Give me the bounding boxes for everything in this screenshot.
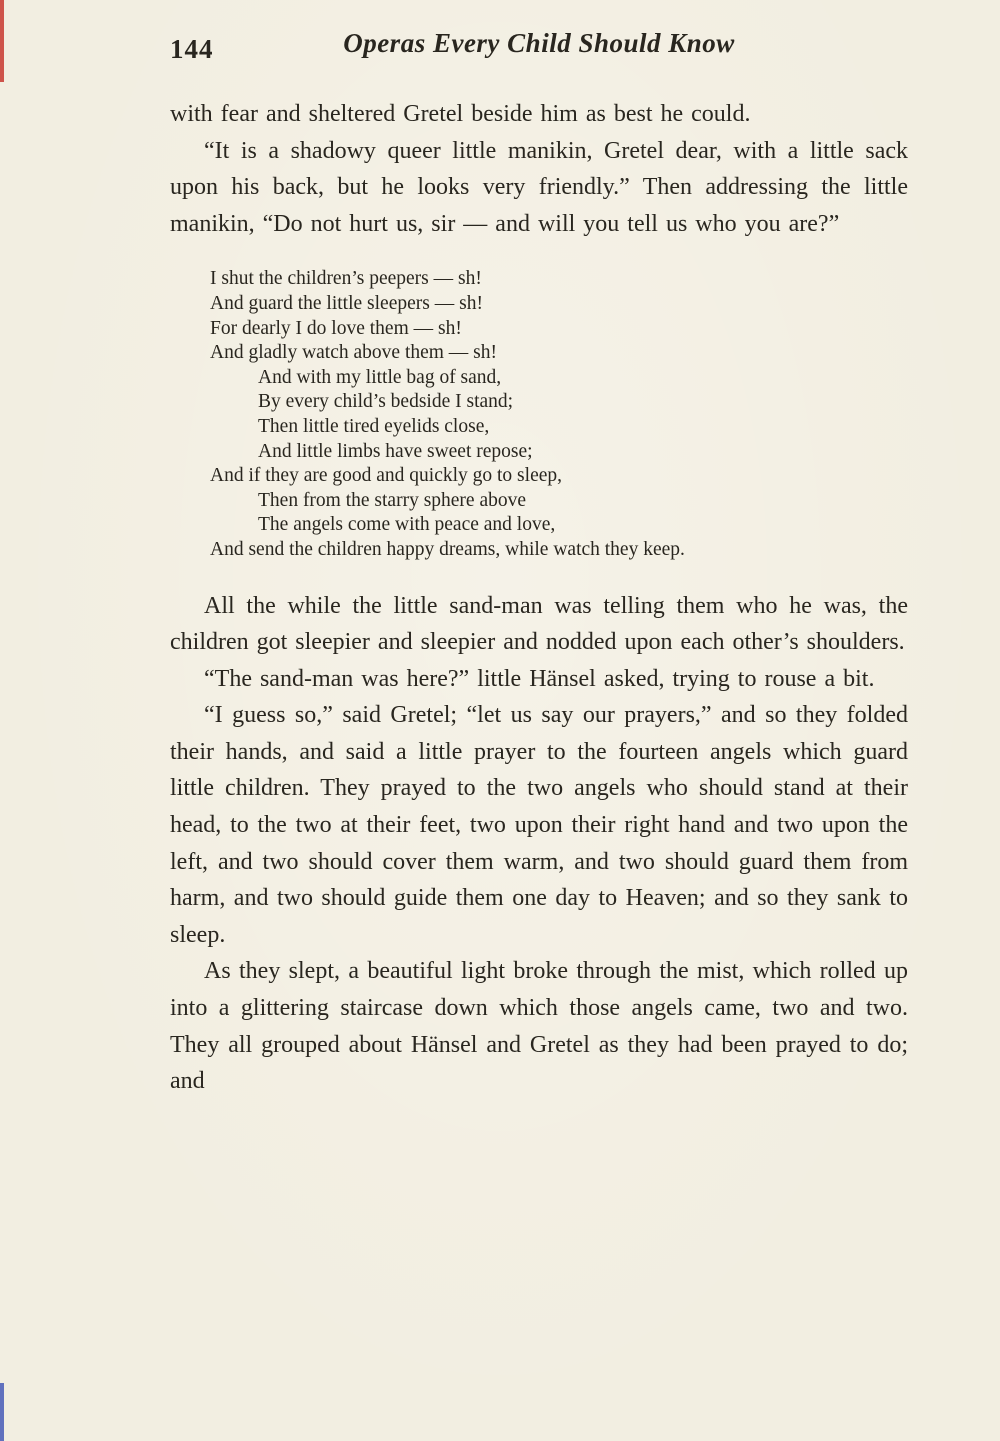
poem-line: And with my little bag of sand, (258, 366, 502, 388)
paragraph: “I guess so,” said Gretel; “let us say our prayers,” and so they folded their hands, and said a little prayer to the fourteen angels which guard little children. They prayed to the two angels who should stand at their head, to the two at their feet, two upon their right hand and two upon the left, and two should cover them warm, and two should guard them from harm, and two should guide them one day to Heaven; and so they sank to sleep. (170, 702, 908, 948)
poem-block (210, 267, 908, 562)
paragraph: All the while the little sand-man was telling them who he was, the children got sleepier and sleepier and nodded upon each other’s shoulders. (170, 592, 908, 656)
poem-line: Then little tired eyelids close, (258, 415, 490, 437)
page-header (170, 28, 908, 74)
paragraph: As they slept, a beautiful light broke through the mist, which rolled up into a glittering staircase down which those angels came, two and two. They all grouped about Hänsel and Gretel as they had been prayed to do; and (170, 958, 908, 1095)
poem-line: And gladly watch above them — sh! (210, 342, 498, 364)
page-number: 144 (170, 34, 214, 64)
poem-line: I shut the children’s peepers — sh! (210, 268, 482, 290)
running-title: Operas Every Child Should Know (343, 28, 735, 58)
scan-artifact-bottom (0, 1383, 4, 1441)
poem-line: Then from the starry sphere above (258, 489, 527, 511)
poem-line: And guard the little sleepers — sh! (210, 292, 483, 314)
paragraph: with fear and sheltered Gretel beside him as best he could. (170, 101, 751, 127)
paragraph: “It is a shadowy queer little manikin, Gretel dear, with a little sack upon his back, but he looks very friendly.” Then addressing the little manikin, “Do not hurt us, sir — and will you tell us who you are?” (170, 137, 908, 237)
page-content (170, 96, 908, 1100)
poem-line: And little limbs have sweet repose; (258, 440, 533, 462)
poem-line: The angels come with peace and love, (258, 514, 556, 536)
text-block (170, 28, 908, 1100)
poem-line: And send the children happy dreams, while watch they keep. (210, 538, 685, 560)
paragraph: “The sand-man was here?” little Hänsel asked, trying to rouse a bit. (204, 665, 875, 692)
scan-artifact-top (0, 0, 4, 82)
poem-line: By every child’s bedside I stand; (258, 391, 514, 413)
poem-line: And if they are good and quickly go to sleep, (210, 465, 562, 487)
poem-line: For dearly I do love them — sh! (210, 317, 462, 339)
